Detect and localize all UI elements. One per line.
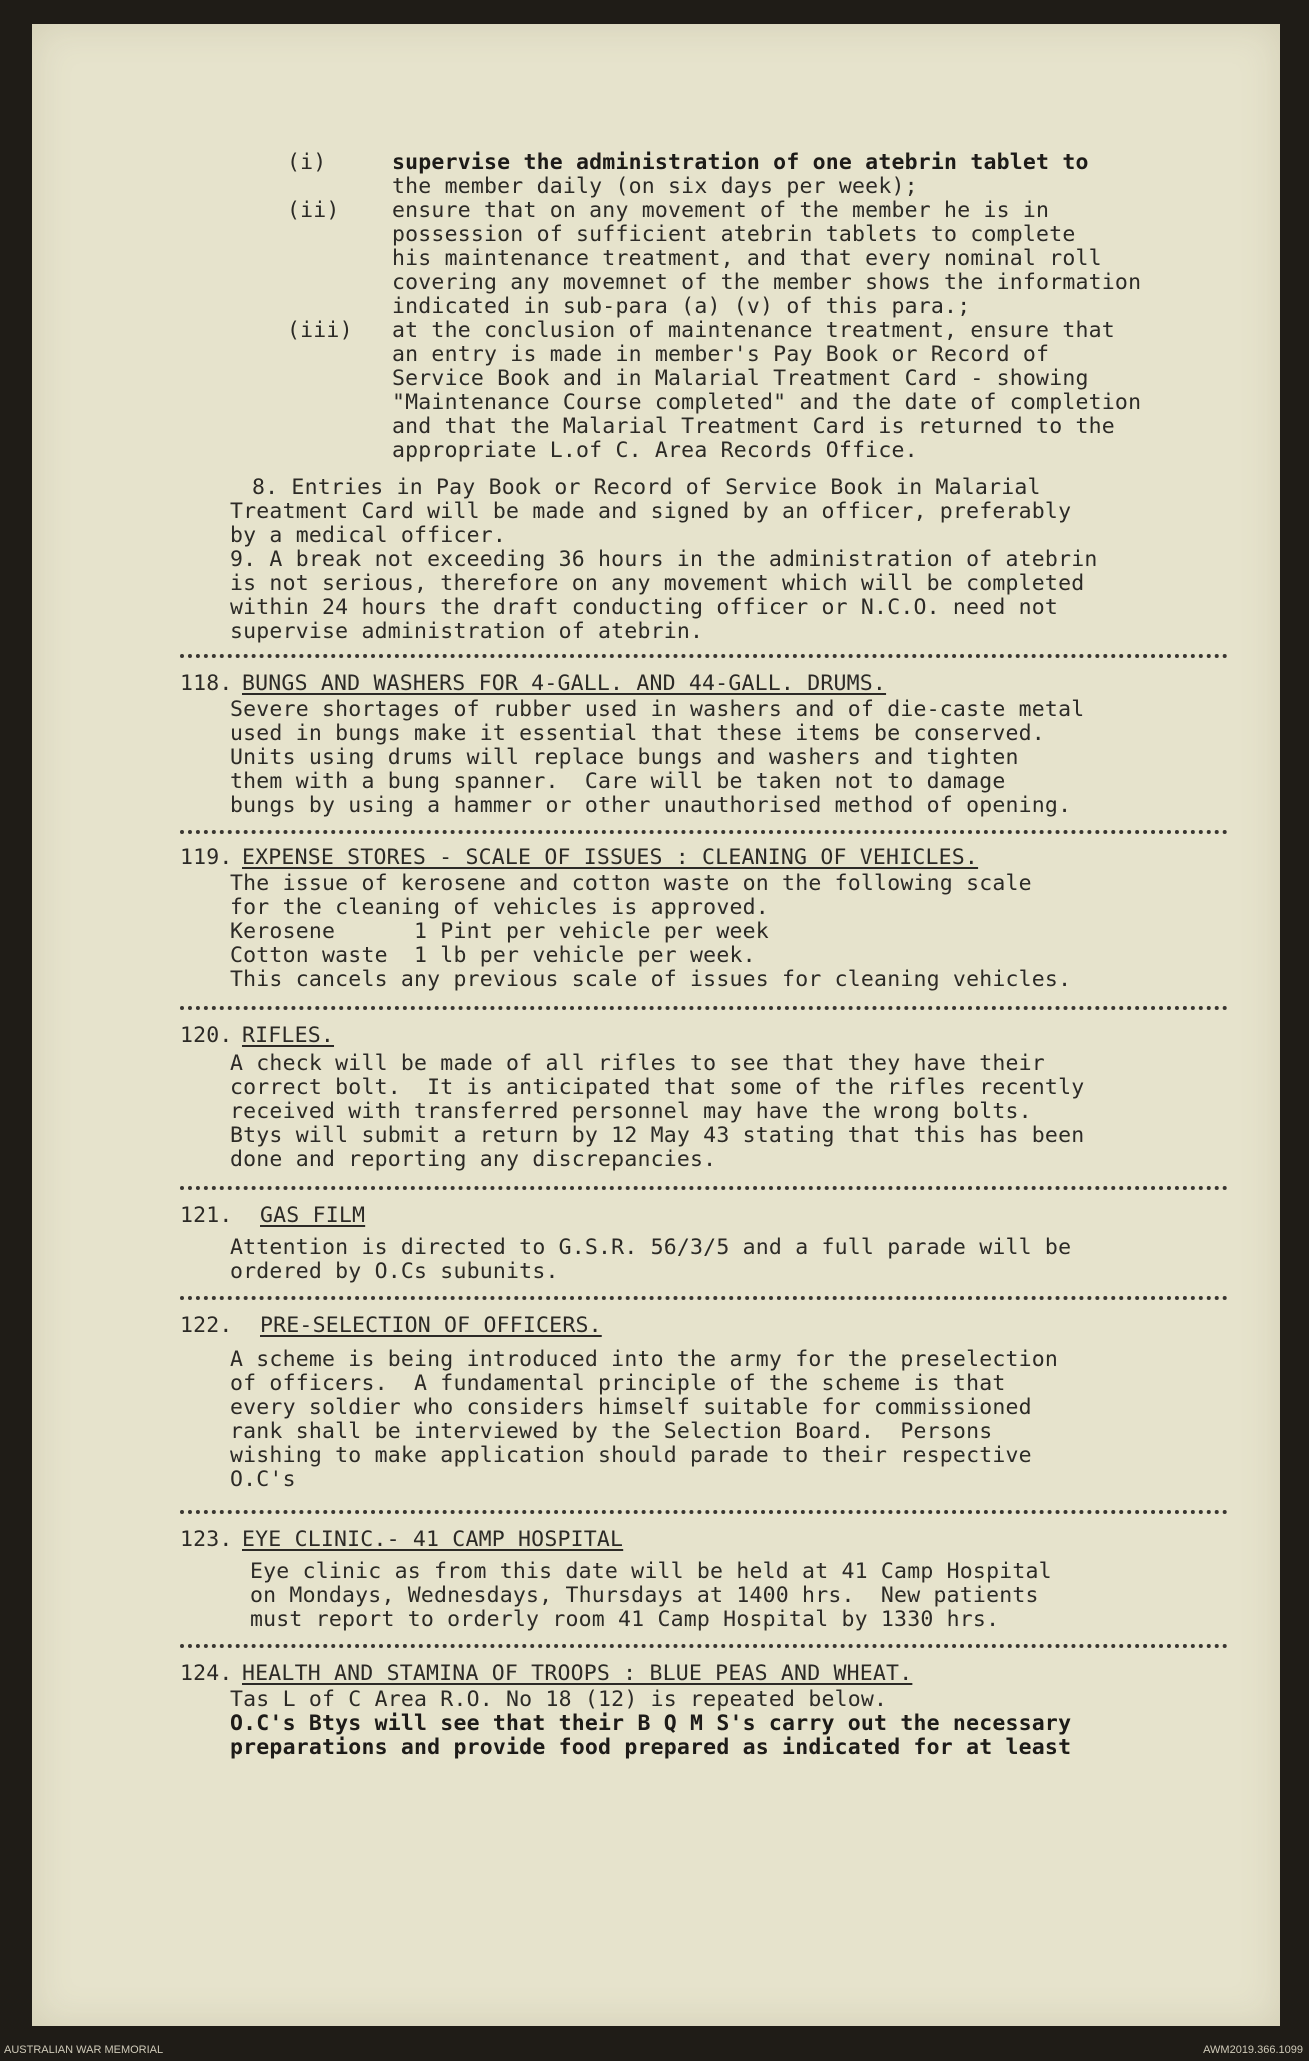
section-line: A check will be made of all rifles to see that they have their	[230, 1051, 1045, 1076]
dotted-separator	[180, 1296, 1228, 1300]
section-heading: HEALTH AND STAMINA OF TROOPS : BLUE PEAS AND WHEAT.	[242, 1661, 913, 1686]
item-label: (iii)	[287, 318, 353, 343]
section-line: received with transferred personnel may have the wrong bolts.	[230, 1099, 1032, 1124]
section-line: for the cleaning of vehicles is approved.	[230, 895, 769, 920]
section-line: Severe shortages of rubber used in washers and of die-caste metal	[230, 697, 1085, 722]
item-line: Service Book and in Malarial Treatment Card - showing	[392, 366, 1089, 391]
footer-institution: AUSTRALIAN WAR MEMORIAL	[4, 2044, 164, 2056]
section-heading: EXPENSE STORES - SCALE OF ISSUES : CLEANING OF VEHICLES.	[242, 845, 979, 870]
footer-reference: AWM2019.366.1099	[1203, 2044, 1303, 2056]
paragraph-line: within 24 hours the draft conducting officer or N.C.O. need not	[230, 595, 1059, 620]
item-line: and that the Malarial Treatment Card is returned to the	[392, 414, 1115, 439]
section-line: them with a bung spanner. Care will be taken not to damage	[230, 769, 1006, 794]
section-line: Kerosene 1 Pint per vehicle per week	[230, 919, 769, 944]
section-line: Eye clinic as from this date will be held at 41 Camp Hospital	[250, 1559, 1052, 1584]
item-line: the member daily (on six days per week);	[392, 174, 918, 199]
section-number: 122.	[180, 1313, 233, 1338]
section-number: 123.	[180, 1527, 233, 1552]
dotted-separator	[180, 1186, 1228, 1190]
dotted-separator	[180, 830, 1228, 834]
item-line: an entry is made in member's Pay Book or Record of	[392, 342, 1050, 367]
archive-footer	[0, 2036, 1309, 2061]
section-line: must report to orderly room 41 Camp Hospital by 1330 hrs.	[250, 1607, 1000, 1632]
document-page	[32, 24, 1280, 2026]
item-line: possession of sufficient atebrin tablets to complete	[392, 222, 1076, 247]
paragraph-line: 9. A break not exceeding 36 hours in the administration of atebrin	[230, 547, 1098, 572]
section-line: A scheme is being introduced into the army for the preselection	[230, 1347, 1059, 1372]
section-line: of officers. A fundamental principle of the scheme is that	[230, 1371, 1006, 1396]
section-line: rank shall be interviewed by the Selection Board. Persons	[230, 1419, 993, 1444]
section-line: on Mondays, Wednesdays, Thursdays at 1400 hrs. New patients	[250, 1583, 1039, 1608]
section-line: Cotton waste 1 lb per vehicle per week.	[230, 943, 756, 968]
section-line: This cancels any previous scale of issues for cleaning vehicles.	[230, 967, 1072, 992]
section-line: Units using drums will replace bungs and washers and tighten	[230, 745, 1019, 770]
section-number: 120.	[180, 1023, 233, 1048]
item-line: his maintenance treatment, and that every nominal roll	[392, 246, 1102, 271]
section-line: correct bolt. It is anticipated that some of the rifles recently	[230, 1075, 1085, 1100]
section-line: used in bungs make it essential that these items be conserved.	[230, 721, 1045, 746]
section-heading: PRE-SELECTION OF OFFICERS.	[260, 1313, 602, 1338]
section-line: Attention is directed to G.S.R. 56/3/5 and a full parade will be	[230, 1235, 1072, 1260]
section-number: 118.	[180, 671, 233, 696]
section-line: done and reporting any discrepancies.	[230, 1147, 717, 1172]
paragraph-line: by a medical officer.	[230, 523, 507, 548]
section-heading: RIFLES.	[242, 1023, 335, 1048]
section-line: O.C's Btys will see that their B Q M S's carry out the necessary	[230, 1711, 1072, 1736]
item-line: supervise the administration of one atebrin tablet to	[392, 150, 1089, 175]
item-line: indicated in sub-para (a) (v) of this para.;	[392, 294, 971, 319]
section-line: The issue of kerosene and cotton waste on the following scale	[230, 871, 1032, 896]
section-heading: GAS FILM	[260, 1203, 366, 1228]
section-line: bungs by using a hammer or other unauthorised method of opening.	[230, 793, 1072, 818]
item-label: (i)	[287, 150, 327, 175]
dotted-separator	[180, 1006, 1228, 1010]
paragraph-line: is not serious, therefore on any movement which will be completed	[230, 571, 1085, 596]
paragraph-line: supervise administration of atebrin.	[230, 619, 704, 644]
section-line: every soldier who considers himself suitable for commissioned	[230, 1395, 1032, 1420]
dotted-separator	[180, 1644, 1228, 1648]
dotted-separator	[180, 1510, 1228, 1514]
item-line: ensure that on any movement of the member he is in	[392, 198, 1050, 223]
section-number: 121.	[180, 1203, 233, 1228]
section-line: Tas L of C Area R.O. No 18 (12) is repeated below.	[230, 1687, 888, 1712]
section-line: O.C's	[230, 1467, 296, 1492]
section-heading: EYE CLINIC.- 41 CAMP HOSPITAL	[242, 1527, 624, 1552]
item-label: (ii)	[287, 198, 340, 223]
item-line: "Maintenance Course completed" and the date of completion	[392, 390, 1142, 415]
dotted-separator	[180, 654, 1228, 658]
section-number: 119.	[180, 845, 233, 870]
item-line: at the conclusion of maintenance treatment, ensure that	[392, 318, 1115, 343]
section-heading: BUNGS AND WASHERS FOR 4-GALL. AND 44-GALL. DRUMS.	[242, 671, 887, 696]
item-line: appropriate L.of C. Area Records Office.	[392, 438, 918, 463]
section-line: Btys will submit a return by 12 May 43 stating that this has been	[230, 1123, 1085, 1148]
paragraph-line: Treatment Card will be made and signed by an officer, preferably	[230, 499, 1072, 524]
section-line: wishing to make application should parade to their respective	[230, 1443, 1032, 1468]
section-line: preparations and provide food prepared as indicated for at least	[230, 1735, 1072, 1760]
section-line: ordered by O.Cs subunits.	[230, 1259, 559, 1284]
item-line: covering any movemnet of the member shows the information	[392, 270, 1142, 295]
paragraph-line: 8. Entries in Pay Book or Record of Service Book in Malarial	[252, 475, 1041, 500]
section-number: 124.	[180, 1661, 233, 1686]
